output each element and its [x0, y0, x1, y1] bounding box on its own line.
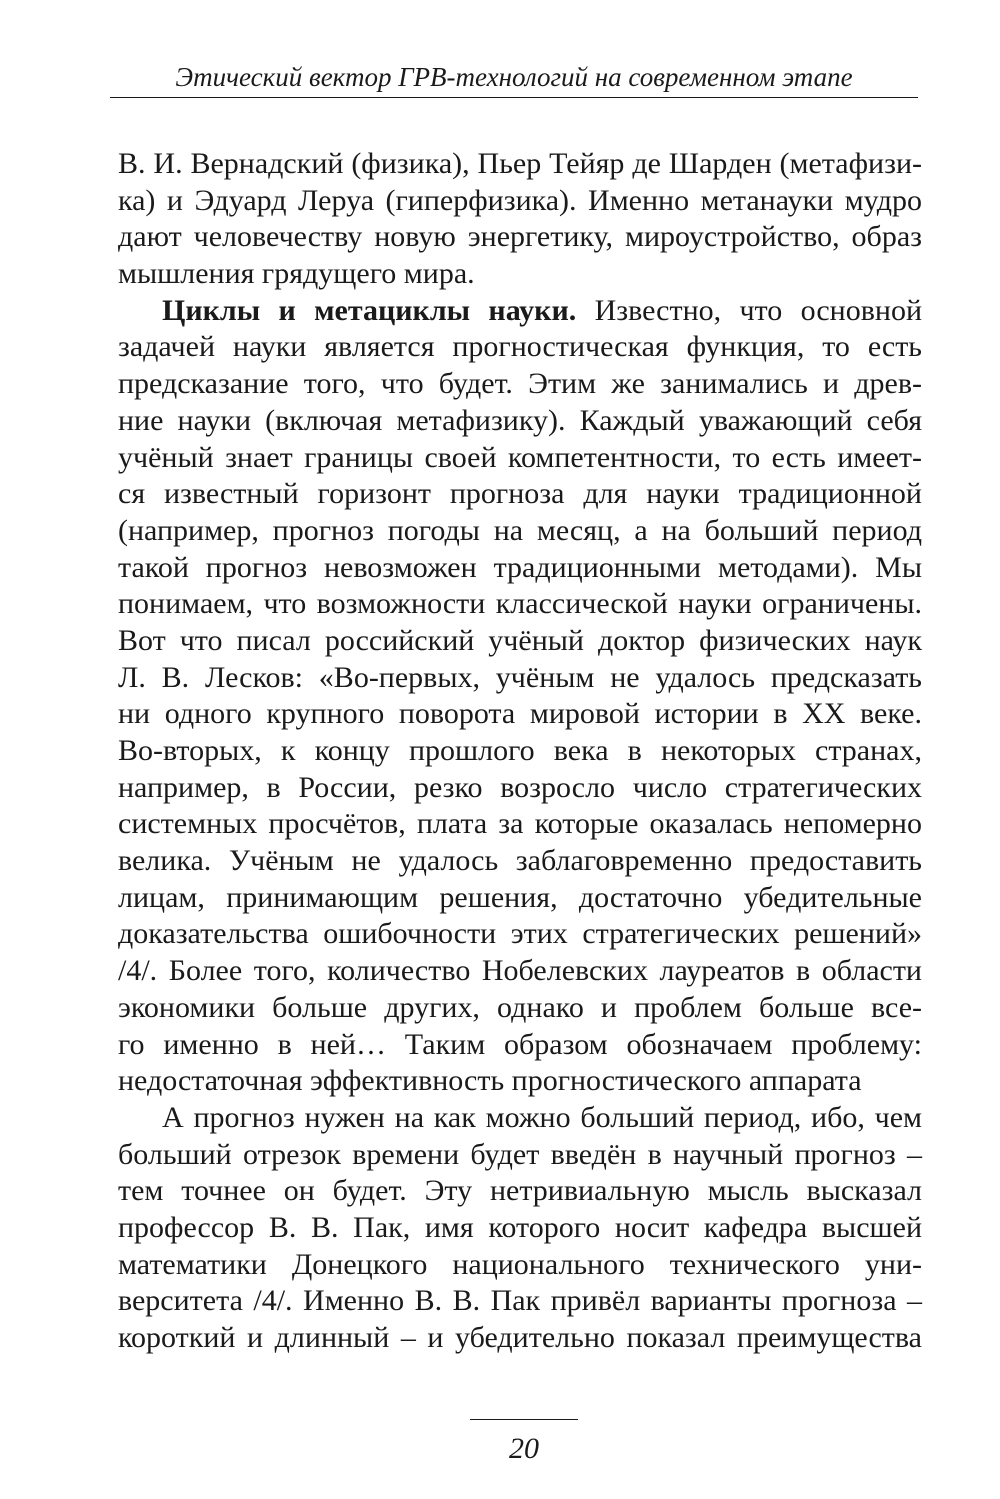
- text-line: математики Донецкого национального технического уни-: [118, 1247, 922, 1281]
- text-line: велика. Учёным не удалось заблаговременно предоставить: [118, 844, 922, 878]
- text-line: Л. В. Лесков: «Во-первых, учёным не удалось предсказать: [118, 660, 922, 694]
- section-heading-inline: Циклы и метациклы науки.: [162, 293, 577, 327]
- text-line: (например, прогноз погоды на месяц, а на больший период: [118, 513, 922, 547]
- text-line: верситета /4/. Именно В. В. Пак привёл варианты прогноза –: [118, 1284, 922, 1318]
- text-line: Во-вторых, к концу прошлого века в некоторых странах,: [118, 734, 922, 767]
- header-rule: [110, 97, 918, 98]
- text-line: го именно в ней… Таким образом обозначаем проблему:: [118, 1027, 922, 1061]
- text-line: ни одного крупного поворота мировой истории в XX веке.: [118, 697, 922, 731]
- text-line: лицам, принимающим решения, достаточно убедительные: [118, 880, 922, 914]
- body-text: [118, 146, 922, 1357]
- text-line: тем точнее он будет. Эту нетривиальную мысль высказал: [118, 1174, 922, 1208]
- text-line: Вот что писал российский учёный доктор физических наук: [118, 623, 922, 657]
- text-line: понимаем, что возможности классической науки ограничены.: [118, 587, 922, 621]
- text-line: ка) и Эдуард Леруа (гиперфизика). Именно метанауки мудро: [118, 183, 922, 217]
- text-line: дают человечеству новую энергетику, мироустройство, образ: [118, 220, 922, 254]
- text-line: предсказание того, что будет. Этим же занимались и древ-: [118, 367, 922, 401]
- running-header: Этический вектор ГРВ-технологий на современном этапе: [175, 62, 853, 92]
- text-line: ся известный горизонт прогноза для науки традиционной: [118, 477, 922, 511]
- section-lead-line: [118, 293, 922, 330]
- text-line: системных просчётов, плата за которые оказалась непомерно: [118, 807, 922, 841]
- page-number: 20: [509, 1432, 539, 1465]
- text-line: /4/. Более того, количество Нобелевских лауреатов в области: [118, 954, 922, 988]
- text-line: короткий и длинный – и убедительно показал преимущества: [118, 1321, 922, 1354]
- text-line: например, в России, резко возросло число стратегических: [118, 770, 922, 804]
- text-line: В. И. Вернадский (физика), Пьер Тейяр де Шарден (метафизи-: [118, 147, 922, 180]
- text-line: экономики больше других, однако и проблем больше все-: [118, 990, 922, 1024]
- text-line: мышления грядущего мира.: [118, 257, 475, 291]
- footer-rule: [470, 1419, 578, 1420]
- text-line: недостаточная эффективность прогностического аппарата: [118, 1064, 862, 1098]
- text-line: профессор В. В. Пак, имя которого носит кафедра высшей: [118, 1210, 922, 1244]
- text-line: учёный знает границы своей компетентности, то есть имеет-: [118, 440, 922, 474]
- section-lead-rest: Известно, что основной: [576, 293, 922, 327]
- text-line: А прогноз нужен на как можно больший период, ибо, чем: [162, 1100, 922, 1134]
- text-line: ние науки (включая метафизику). Каждый уважающий себя: [118, 403, 922, 437]
- text-line: задачей науки является прогностическая функция, то есть: [118, 330, 922, 364]
- text-line: больший отрезок времени будет введён в научный прогноз –: [118, 1137, 922, 1171]
- text-line: такой прогноз невозможен традиционными методами). Мы: [118, 550, 922, 584]
- text-line: доказательства ошибочности этих стратегических решений»: [118, 917, 922, 951]
